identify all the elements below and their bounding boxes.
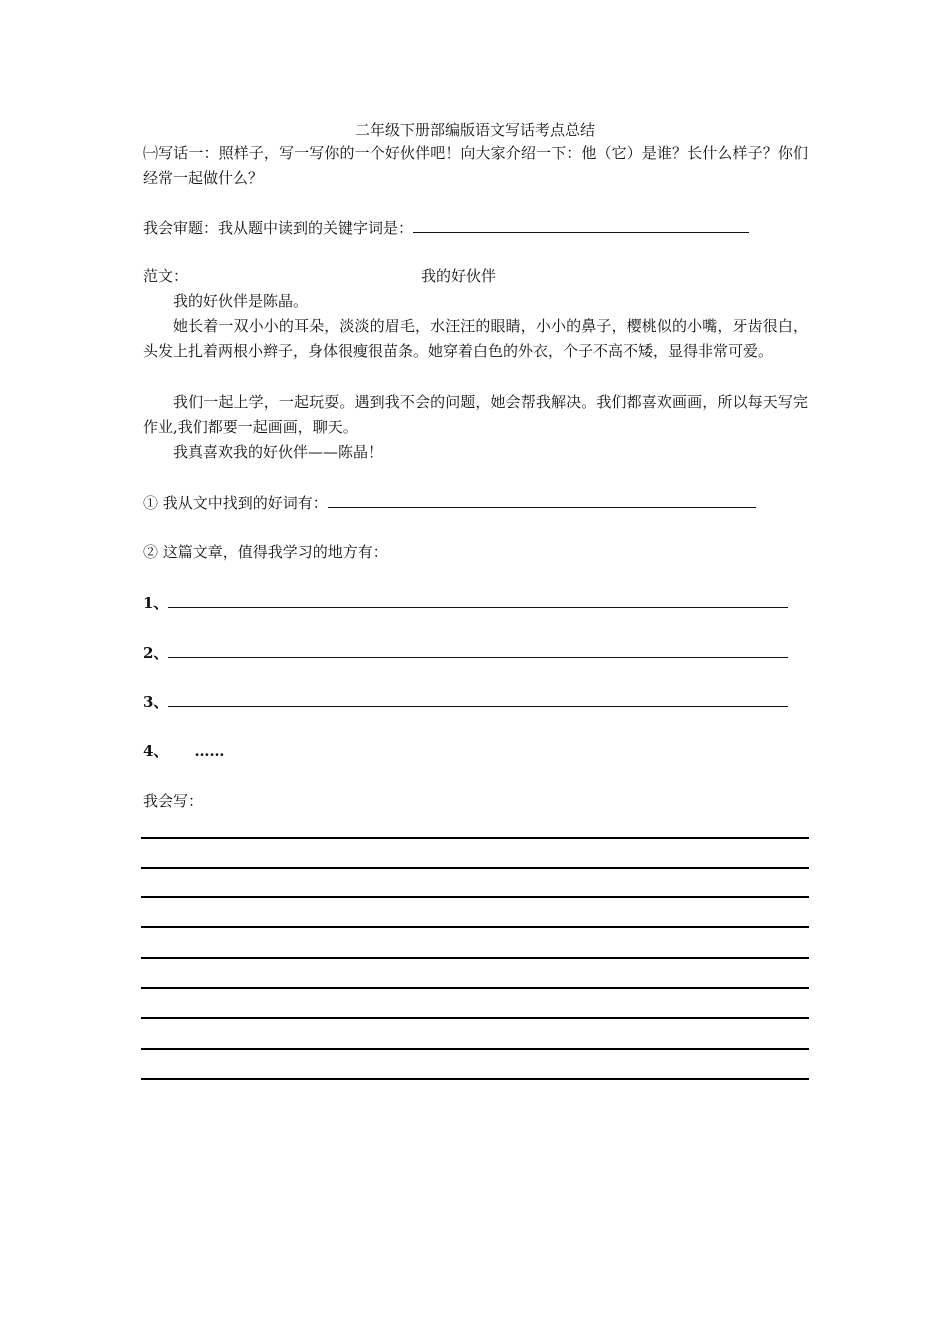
learning-point-item: [143, 591, 788, 613]
sample-paragraph: 我的好伙伴是陈晶。: [173, 292, 309, 310]
writing-line: [141, 1048, 809, 1050]
item-number: 4、: [143, 742, 169, 760]
item-number: 3、: [143, 693, 169, 711]
write-label: 我会写：: [143, 792, 204, 810]
writing-line: [141, 957, 809, 959]
keyword-label: 我会审题：我从题中读到的关键字词是：: [143, 219, 414, 237]
writing-line: [141, 867, 809, 869]
writing-line: [141, 1078, 809, 1080]
good-words-answer-blank[interactable]: [328, 491, 756, 508]
item-ellipsis: ……: [194, 742, 225, 760]
item-answer-blank[interactable]: [168, 690, 788, 707]
sample-label: 范文：: [143, 267, 189, 285]
good-words-label: ① 我从文中找到的好词有：: [143, 494, 328, 512]
writing-line: [141, 837, 809, 839]
item-number: 1、: [143, 594, 169, 612]
sample-title: 我的好伙伴: [421, 267, 497, 285]
writing-prompt: ㈠写话一：照样子，写一写你的一个好伙伴吧！向大家介绍一下：他（它）是谁？长什么样子？你们经常一起做什么？: [143, 144, 808, 187]
item-number: 2、: [143, 644, 169, 662]
keyword-answer-blank[interactable]: [413, 216, 749, 233]
sample-paragraph: 我真喜欢我的好伙伴——陈晶！: [173, 443, 384, 461]
item-answer-blank[interactable]: [168, 591, 788, 608]
writing-line: [141, 1017, 809, 1019]
writing-line: [141, 926, 809, 928]
sample-paragraph: 她长着一双小小的耳朵，淡淡的眉毛，水汪汪的眼睛，小小的鼻子，樱桃似的小嘴，牙齿很白，头发上扎着两根小辫子，身体很瘦很苗条。她穿着白色的外衣，个子不高不矮，显得非常可爱。: [143, 317, 808, 360]
learning-point-item: [143, 740, 224, 761]
learning-point-item: [143, 690, 788, 712]
good-words-question: [143, 491, 756, 513]
page-title: 二年级下册部编版语文写话考点总结: [354, 121, 595, 139]
learning-points-question: ② 这篇文章，值得我学习的地方有：: [143, 543, 388, 561]
writing-line: [141, 896, 809, 898]
writing-line: [141, 987, 809, 989]
keyword-question: [143, 216, 749, 238]
item-answer-blank[interactable]: [168, 641, 788, 658]
sample-paragraph: 我们一起上学，一起玩耍。遇到我不会的问题，她会帮我解决。我们都喜欢画画，所以每天写完作业,我们都要一起画画，聊天。: [143, 393, 808, 436]
learning-point-item: [143, 641, 788, 663]
